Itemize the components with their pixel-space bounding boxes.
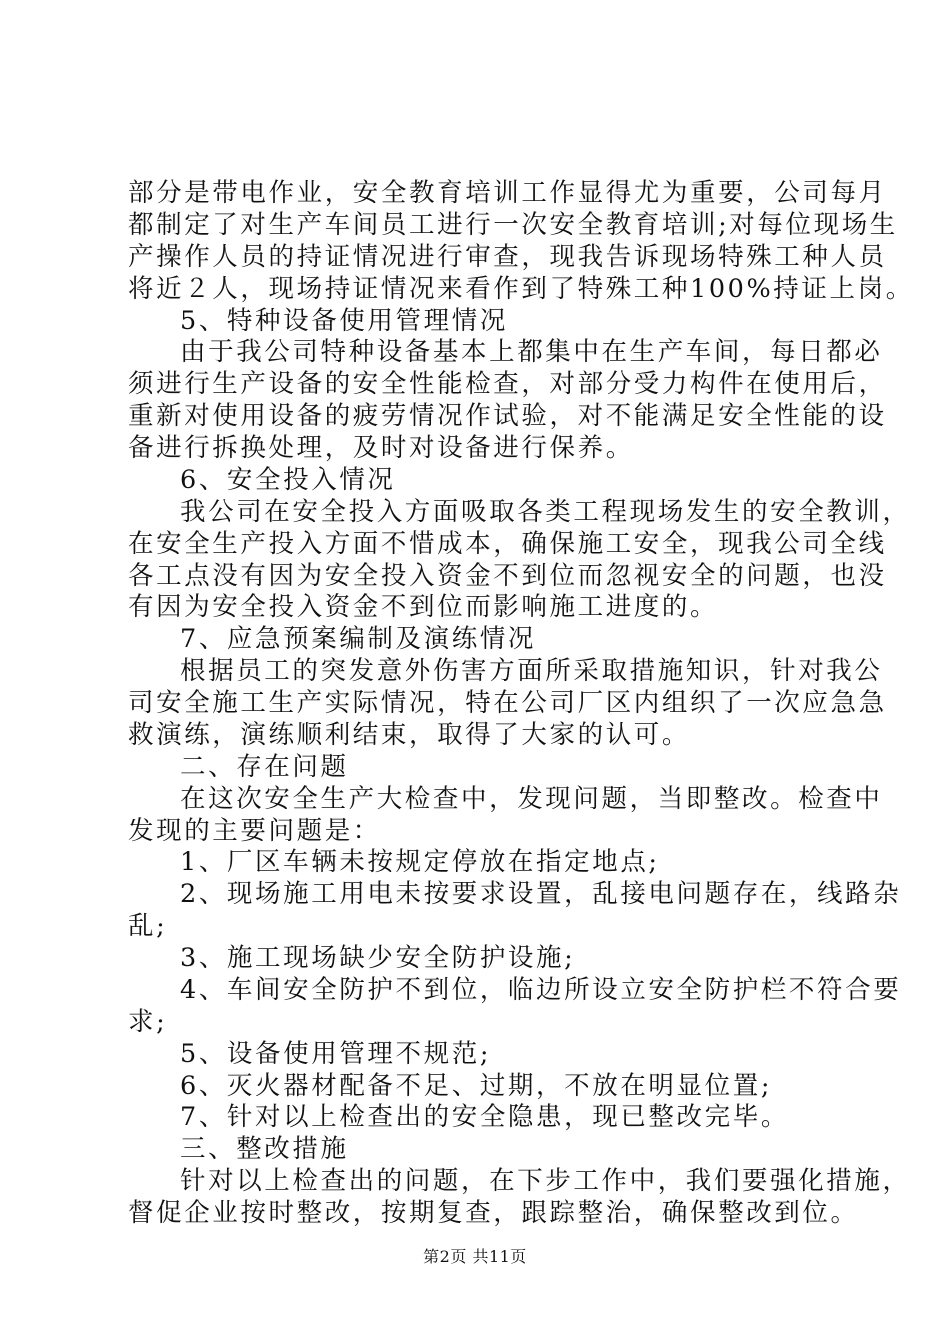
text-line: 督促企业按时整改，按期复查，跟踪整治，确保整改到位。 bbox=[128, 1198, 859, 1228]
list-item: 2、现场施工用电未按要求设置，乱接电问题存在，线路杂 bbox=[180, 879, 902, 909]
text-line: 备进行拆换处理，及时对设备进行保养。 bbox=[128, 433, 634, 463]
section-heading: 三、整改措施 bbox=[180, 1134, 349, 1164]
list-item: 5、设备使用管理不规范; bbox=[180, 1039, 492, 1069]
text-line: 求; bbox=[128, 1007, 168, 1037]
section-heading: 7、应急预案编制及演练情况 bbox=[180, 624, 537, 654]
list-item: 6、灭火器材配备不足、过期，不放在明显位置; bbox=[180, 1071, 773, 1101]
list-item: 1、厂区车辆未按规定停放在指定地点; bbox=[180, 847, 660, 877]
text-line: 在安全生产投入方面不惜成本，确保施工安全，现我公司全线 bbox=[128, 529, 887, 559]
text-line: 部分是带电作业，安全教育培训工作显得尤为重要，公司每月 bbox=[128, 178, 887, 208]
text-line: 我公司在安全投入方面吸取各类工程现场发生的安全教训， bbox=[180, 497, 911, 527]
text-line: 根据员工的突发意外伤害方面所采取措施知识，针对我公 bbox=[180, 656, 883, 686]
text-line: 重新对使用设备的疲劳情况作试验，对不能满足安全性能的设 bbox=[128, 401, 887, 431]
text-line: 须进行生产设备的安全性能检查，对部分受力构件在使用后， bbox=[128, 369, 887, 399]
text-line: 救演练，演练顺利结束，取得了大家的认可。 bbox=[128, 720, 691, 750]
list-item: 4、车间安全防护不到位，临边所设立安全防护栏不符合要 bbox=[180, 975, 902, 1005]
text-line: 由于我公司特种设备基本上都集中在生产车间，每日都必 bbox=[180, 337, 883, 367]
text-line: 乱; bbox=[128, 911, 168, 941]
list-item: 3、施工现场缺少安全防护设施; bbox=[180, 943, 576, 973]
section-heading: 6、安全投入情况 bbox=[180, 465, 396, 495]
text-line: 有因为安全投入资金不到位而影响施工进度的。 bbox=[128, 592, 719, 622]
text-line: 司安全施工生产实际情况，特在公司厂区内组织了一次应急急 bbox=[128, 688, 887, 718]
page-footer: 第2页 共11页 bbox=[423, 1247, 527, 1266]
section-heading: 二、存在问题 bbox=[180, 752, 349, 782]
text-line: 发现的主要问题是： bbox=[128, 816, 381, 846]
text-line: 针对以上检查出的问题，在下步工作中，我们要强化措施， bbox=[180, 1166, 911, 1196]
text-line: 在这次安全生产大检查中，发现问题，当即整改。检查中 bbox=[180, 784, 883, 814]
text-line: 产操作人员的持证情况进行审查，现我告诉现场特殊工种人员 bbox=[128, 242, 887, 272]
list-item: 7、针对以上检查出的安全隐患，现已整改完毕。 bbox=[180, 1102, 789, 1132]
text-line: 都制定了对生产车间员工进行一次安全教育培训;对每位现场生 bbox=[128, 210, 898, 240]
text-line: 将近２人，现场持证情况来看作到了特殊工种100%持证上岗。 bbox=[128, 274, 914, 304]
text-line: 各工点没有因为安全投入资金不到位而忽视安全的问题，也没 bbox=[128, 561, 887, 591]
section-heading: 5、特种设备使用管理情况 bbox=[180, 306, 508, 336]
